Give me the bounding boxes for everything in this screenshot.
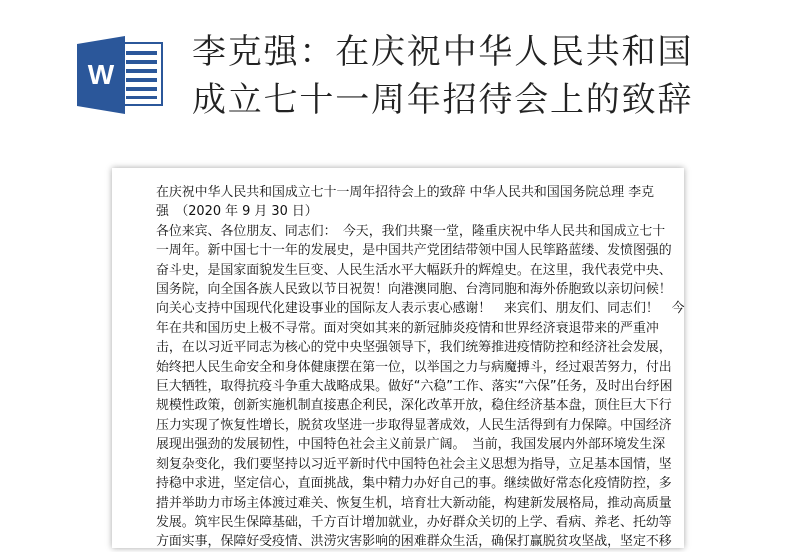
document-text-line: 在庆祝中华人民共和国成立七十一周年招待会上的致辞 中华人民共和国国务院总理 李克 <box>156 185 655 200</box>
document-text-line: 奋斗史，是国家面貌发生巨变、人民生活水平大幅跃升的辉煌史。在这里，我代表党中央、 <box>156 262 672 278</box>
document-text-line: 措并举助力市场主体渡过难关、恢复生机，培育壮大新动能，构建新发展格局，推动高质量 <box>156 495 672 511</box>
document-body <box>156 183 685 552</box>
document-text-line: 始终把人民生命安全和身体健康摆在第一位，以举国之力与病魔搏斗，经过艰苦努力，付出 <box>156 359 672 375</box>
word-document-icon <box>74 34 166 116</box>
document-text-line: 压力实现了恢复性增长，脱贫攻坚进一步取得显著成效，人民生活得到有力保障。中国经济 <box>156 417 672 433</box>
document-page <box>112 168 684 548</box>
document-text-line: 击，在以习近平同志为核心的党中央坚强领导下，我们统筹推进疫情防控和经济社会发展， <box>156 340 672 356</box>
title-line: 李克强：在庆祝中华人民共和国 <box>192 32 694 72</box>
document-text-line: 刻复杂变化，我们要坚持以习近平新时代中国特色社会主义思想为指导，立足基本国情，坚 <box>156 456 672 472</box>
document-text-line: 持稳中求进，坚定信心，直面挑战，集中精力办好自己的事。继续做好常态化疫情防控，多 <box>156 476 672 492</box>
title-line: 成立七十一周年招待会上的致辞 <box>192 80 694 120</box>
document-text-line: 各位来宾、各位朋友、同志们： 今天，我们共聚一堂，隆重庆祝中华人民共和国成立七十 <box>156 223 666 239</box>
document-text-line: 一周年。新中国七十一年的发展史，是中国共产党团结带领中国人民筚路蓝缕、发愤图强的 <box>156 243 672 259</box>
document-text-line: 年在共和国历史上极不寻常。面对突如其来的新冠肺炎疫情和世界经济衰退带来的严重冲 <box>156 320 659 336</box>
document-text-line: 国务院，向全国各族人民致以节日祝贺！向港澳同胞、台湾同胞和海外侨胞致以亲切问候！ <box>156 282 672 298</box>
word-icon-letter: W <box>87 59 115 90</box>
document-text-line: 向关心支持中国现代化建设事业的国际友人表示衷心感谢！ 来宾们、朋友们、同志们！ 今 <box>156 301 685 317</box>
document-text-line: 巨大牺牲，取得抗疫斗争重大战略成果。做好“六稳”工作、落实“六保”任务，及时出台纾困 <box>156 379 673 395</box>
document-text-line: 发展。筑牢民生保障基础，千方百计增加就业，办好群众关切的上学、看病、养老、托幼等 <box>156 514 672 530</box>
document-text-line: 方面实事，保障好受疫情、洪涝灾害影响的困难群众生活，确保打赢脱贫攻坚战，坚定不移 <box>156 534 672 550</box>
page-title <box>192 28 693 124</box>
document-text-line: 规模性政策，创新实施机制直接惠企利民，深化改革开放，稳住经济基本盘，顶住巨大下行 <box>156 398 672 414</box>
document-text-line: 强 （2020 年 9 月 30 日） <box>156 204 318 220</box>
document-text-line: 展现出强劲的发展韧性，中国特色社会主义前景广阔。 当前，我国发展内外部环境发生深 <box>156 437 666 453</box>
